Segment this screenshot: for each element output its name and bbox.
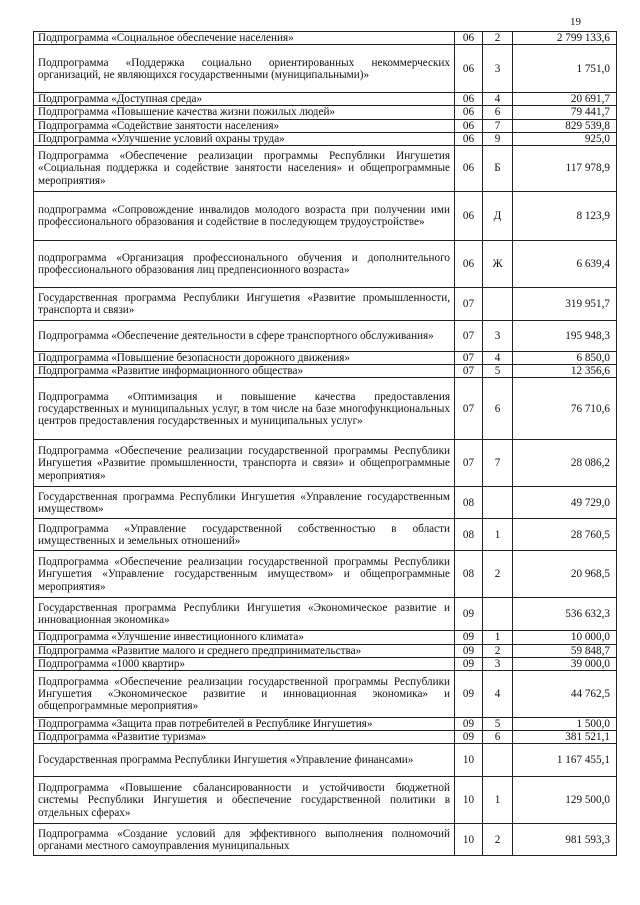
program-name: Подпрограмма «Развитие туризма» xyxy=(34,731,455,744)
program-name: Государственная программа Республики Ингушетия «Экономическое развитие и инновационная экономика» xyxy=(34,598,455,631)
amount: 28 760,5 xyxy=(513,519,617,551)
amount: 195 948,3 xyxy=(513,321,617,352)
table-row xyxy=(34,718,617,731)
table-row xyxy=(34,487,617,519)
amount: 381 521,1 xyxy=(513,731,617,744)
program-name: Подпрограмма «Обеспечение реализации государственной программы Республики Ингушетия «Развитие промышленности, транспорта и связи» и общепрограммные мероприятия» xyxy=(34,440,455,487)
program-name: Государственная программа Республики Ингушетия «Управление государственным имуществом» xyxy=(34,487,455,519)
subprogram-code: 6 xyxy=(483,378,513,440)
amount: 12 356,6 xyxy=(513,365,617,378)
program-code: 10 xyxy=(455,777,483,824)
program-code: 07 xyxy=(455,440,483,487)
table-row xyxy=(34,32,617,45)
program-name: Подпрограмма «Доступная среда» xyxy=(34,93,455,106)
program-code: 06 xyxy=(455,119,483,132)
table-row xyxy=(34,671,617,718)
program-code: 09 xyxy=(455,644,483,657)
amount: 28 086,2 xyxy=(513,440,617,487)
amount: 1 751,0 xyxy=(513,45,617,93)
program-code: 10 xyxy=(455,824,483,856)
program-code: 06 xyxy=(455,132,483,145)
program-name: Подпрограмма «Улучшение инвестиционного климата» xyxy=(34,631,455,644)
subprogram-code: 6 xyxy=(483,731,513,744)
subprogram-code: Б xyxy=(483,146,513,192)
subprogram-code: 2 xyxy=(483,32,513,45)
table-row xyxy=(34,45,617,93)
amount: 6 639,4 xyxy=(513,241,617,288)
program-code: 08 xyxy=(455,487,483,519)
program-code: 09 xyxy=(455,671,483,718)
program-name: Подпрограмма «1000 квартир» xyxy=(34,657,455,670)
program-code: 09 xyxy=(455,718,483,731)
subprogram-code: 5 xyxy=(483,718,513,731)
table-row xyxy=(34,321,617,352)
subprogram-code: 7 xyxy=(483,440,513,487)
program-code: 08 xyxy=(455,551,483,598)
subprogram-code: 3 xyxy=(483,657,513,670)
amount: 829 539,8 xyxy=(513,119,617,132)
subprogram-code: 2 xyxy=(483,824,513,856)
program-name: Подпрограмма «Обеспечение реализации государственной программы Республики Ингушетия «Управление государственным имуществом» и общепрограммные мероприятия» xyxy=(34,551,455,598)
table-row xyxy=(34,731,617,744)
program-name: Подпрограмма «Развитие информационного общества» xyxy=(34,365,455,378)
table-row xyxy=(34,440,617,487)
table-row xyxy=(34,744,617,777)
table-row xyxy=(34,657,617,670)
program-code: 07 xyxy=(455,321,483,352)
program-name: Подпрограмма «Обеспечение реализации государственной программы Республики Ингушетия «Экономическое развитие и инновационная экономика» и общепрограммные мероприятия» xyxy=(34,671,455,718)
amount: 49 729,0 xyxy=(513,487,617,519)
amount: 44 762,5 xyxy=(513,671,617,718)
program-code: 06 xyxy=(455,32,483,45)
program-code: 06 xyxy=(455,146,483,192)
program-code: 08 xyxy=(455,519,483,551)
subprogram-code: 1 xyxy=(483,777,513,824)
program-code: 07 xyxy=(455,365,483,378)
program-code: 06 xyxy=(455,45,483,93)
table-row xyxy=(34,192,617,241)
program-code: 06 xyxy=(455,241,483,288)
subprogram-code xyxy=(483,288,513,321)
amount: 981 593,3 xyxy=(513,824,617,856)
program-code: 07 xyxy=(455,288,483,321)
program-name: Подпрограмма «Развитие малого и среднего предпринимательства» xyxy=(34,644,455,657)
program-name: Подпрограмма «Оптимизация и повышение качества предоставления государственных и муниципальных услуг, в том числе на базе многофункциональных центров предоставления государственных и муниципальных услуг» xyxy=(34,378,455,440)
program-name: Государственная программа Республики Ингушетия «Развитие промышленности, транспорта и связи» xyxy=(34,288,455,321)
program-code: 06 xyxy=(455,192,483,241)
program-code: 09 xyxy=(455,731,483,744)
table-row xyxy=(34,288,617,321)
amount: 10 000,0 xyxy=(513,631,617,644)
amount: 1 500,0 xyxy=(513,718,617,731)
page-number: 19 xyxy=(570,16,581,28)
amount: 39 000,0 xyxy=(513,657,617,670)
program-code: 07 xyxy=(455,378,483,440)
subprogram-code: Ж xyxy=(483,241,513,288)
subprogram-code: 3 xyxy=(483,45,513,93)
program-code: 06 xyxy=(455,93,483,106)
subprogram-code: 6 xyxy=(483,106,513,119)
table-row xyxy=(34,631,617,644)
table-row xyxy=(34,132,617,145)
program-name: Подпрограмма «Улучшение условий охраны труда» xyxy=(34,132,455,145)
amount: 20 691,7 xyxy=(513,93,617,106)
subprogram-code: 4 xyxy=(483,671,513,718)
program-name: Подпрограмма «Обеспечение реализации программы Республики Ингушетия «Социальная поддержка и содействие занятости населения» и общепрограммные мероприятия» xyxy=(34,146,455,192)
subprogram-code xyxy=(483,487,513,519)
table-row xyxy=(34,644,617,657)
table-row xyxy=(34,146,617,192)
program-name: Подпрограмма «Защита прав потребителей в Республике Ингушетия» xyxy=(34,718,455,731)
table-row xyxy=(34,824,617,856)
table-row xyxy=(34,378,617,440)
subprogram-code: 2 xyxy=(483,551,513,598)
program-code: 09 xyxy=(455,598,483,631)
amount: 536 632,3 xyxy=(513,598,617,631)
table-row xyxy=(34,519,617,551)
amount: 59 848,7 xyxy=(513,644,617,657)
subprogram-code xyxy=(483,744,513,777)
table-row xyxy=(34,777,617,824)
amount: 129 500,0 xyxy=(513,777,617,824)
subprogram-code: 1 xyxy=(483,519,513,551)
amount: 6 850,0 xyxy=(513,352,617,365)
amount: 76 710,6 xyxy=(513,378,617,440)
program-name: подпрограмма «Сопровождение инвалидов молодого возраста при получении ими профессионального образования и содействие в последующем трудоустройстве» xyxy=(34,192,455,241)
program-name: Подпрограмма «Повышение безопасности дорожного движения» xyxy=(34,352,455,365)
subprogram-code: 3 xyxy=(483,321,513,352)
program-code: 09 xyxy=(455,657,483,670)
program-name: Подпрограмма «Поддержка социально ориентированных некоммерческих организаций, не являющихся государственными (муниципальными)» xyxy=(34,45,455,93)
subprogram-code xyxy=(483,598,513,631)
subprogram-code: Д xyxy=(483,192,513,241)
table-row xyxy=(34,598,617,631)
amount: 925,0 xyxy=(513,132,617,145)
program-name: Подпрограмма «Повышение качества жизни пожилых людей» xyxy=(34,106,455,119)
table-row xyxy=(34,352,617,365)
table-row xyxy=(34,241,617,288)
amount: 1 167 455,1 xyxy=(513,744,617,777)
subprogram-code: 2 xyxy=(483,644,513,657)
subprogram-code: 9 xyxy=(483,132,513,145)
subprogram-code: 4 xyxy=(483,352,513,365)
program-name: Подпрограмма «Создание условий для эффективного выполнения полномочий органами местного самоуправления муниципальных xyxy=(34,824,455,856)
subprogram-code: 5 xyxy=(483,365,513,378)
program-code: 06 xyxy=(455,106,483,119)
program-name: Подпрограмма «Социальное обеспечение населения» xyxy=(34,32,455,45)
budget-allocation-table xyxy=(33,31,617,856)
amount: 117 978,9 xyxy=(513,146,617,192)
program-name: подпрограмма «Организация профессионального обучения и дополнительного профессионального образования лиц предпенсионного возраста» xyxy=(34,241,455,288)
table-row xyxy=(34,365,617,378)
subprogram-code: 4 xyxy=(483,93,513,106)
amount: 8 123,9 xyxy=(513,192,617,241)
program-code: 07 xyxy=(455,352,483,365)
amount: 79 441,7 xyxy=(513,106,617,119)
program-name: Подпрограмма «Управление государственной собственностью в области имущественных и земельных отношений» xyxy=(34,519,455,551)
table-row xyxy=(34,93,617,106)
subprogram-code: 1 xyxy=(483,631,513,644)
program-name: Государственная программа Республики Ингушетия «Управление финансами» xyxy=(34,744,455,777)
table-row xyxy=(34,551,617,598)
amount: 319 951,7 xyxy=(513,288,617,321)
subprogram-code: 7 xyxy=(483,119,513,132)
program-code: 10 xyxy=(455,744,483,777)
program-code: 09 xyxy=(455,631,483,644)
amount: 20 968,5 xyxy=(513,551,617,598)
table-row xyxy=(34,106,617,119)
amount: 2 799 133,6 xyxy=(513,32,617,45)
program-name: Подпрограмма «Повышение сбалансированности и устойчивости бюджетной системы Республики Ингушетия и обеспечение государственной политики в отдельных сферах» xyxy=(34,777,455,824)
table-row xyxy=(34,119,617,132)
program-name: Подпрограмма «Содействие занятости населения» xyxy=(34,119,455,132)
program-name: Подпрограмма «Обеспечение деятельности в сфере транспортного обслуживания» xyxy=(34,321,455,352)
